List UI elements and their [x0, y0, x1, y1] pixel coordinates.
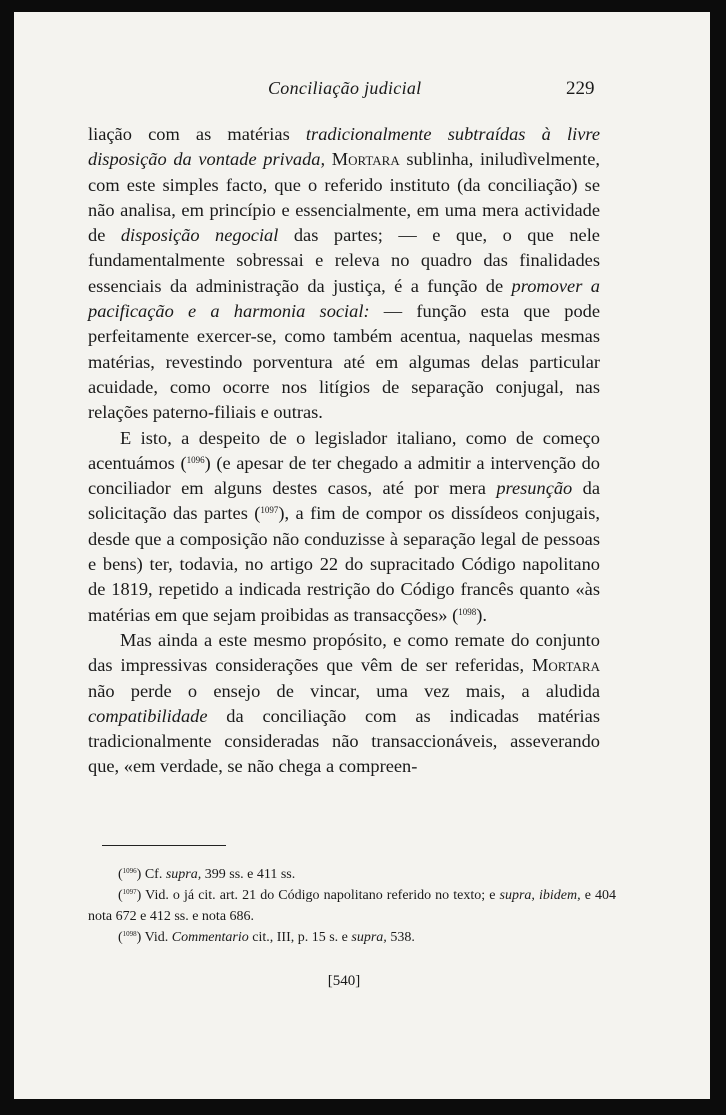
footnotes	[88, 864, 616, 948]
running-title: Conciliação judicial	[268, 78, 422, 98]
italic-run: supra,	[351, 930, 387, 945]
paragraph-2	[88, 426, 600, 628]
text-run: liação com as matérias	[88, 124, 306, 144]
text-run: e 404 nota 672 e 412 ss. e nota 686.	[88, 888, 617, 924]
text-run: cit., III, p. 15 s. e	[248, 930, 352, 945]
text-run: ), a fim de compor os dissídeos conjugais, desde que a composição não conduzisse à separação legal de pessoas e bens) ter, todavia, no artigo 22 do supracitado Código napolitano de 1819, repetido a indicada restrição do Código francês quanto «às matérias em que sejam proibidas as transacções» (	[88, 503, 601, 625]
paragraph-1	[88, 122, 600, 426]
footnote-ref-1097[interactable]: 1097	[260, 505, 279, 516]
page-sheet	[14, 12, 710, 1099]
text-run: da solicitação das partes (	[88, 478, 600, 524]
italic-run: supra, ibidem,	[499, 888, 581, 903]
author-name: Mortara	[325, 149, 400, 170]
body-text	[88, 122, 600, 780]
author-name: Mortara	[532, 655, 600, 676]
text-run: 538.	[386, 930, 415, 945]
footnote-1098: ($^{1098}$) Vid. Commentario cit., III, p. 15 s. e supra, 538.	[118, 930, 415, 945]
text-run: — função esta que pode perfeitamente exercer-se, como também acentua, naquelas mesmas matérias, revestindo porventura até em algumas delas particular acuidade, como ocorre nos litígios de separação conjugal, nas relações paterno-filiais e outras.	[88, 301, 600, 423]
text-run: da conciliação com as indicadas matérias tradicionalmente consideradas não transaccionáveis, asseverando que, «em verdade, se não chega a compreen-	[88, 705, 600, 777]
footnote-number: 1097	[122, 888, 137, 896]
text-run: Cf.	[141, 867, 166, 882]
footnote-1097: ($^{1097}$) Vid. o já cit. art. 21 do Código napolitano referido no texto; e supra, ibidem, e 404 nota 672 e 412 ss. e nota 686.	[88, 888, 617, 924]
page-number: 229	[566, 78, 595, 99]
text-run: das partes; — e que, o que nele fundamentalmente sobressai e releva no quadro das finalidades essenciais da administração da justiça, é a função de	[88, 225, 600, 296]
footnote-rule	[102, 845, 226, 846]
folio-number: [540]	[327, 973, 361, 989]
italic-run: Commentario	[171, 930, 249, 945]
text-run: E isto, a despeito de o legislador italiano, como de começo acentuámos (	[88, 427, 600, 473]
text-run: ) (e apesar de ter chegado a admitir a intervenção do conciliador em alguns destes casos, até por mera	[88, 452, 601, 499]
italic-run: tradicionalmente subtraídas à livre disposição da vontade privada,	[88, 124, 600, 170]
italic-run: compatibilidade	[88, 705, 208, 726]
footnote-1096: ($^{1096}$) Cf. supra, 399 ss. e 411 ss.	[118, 867, 296, 882]
italic-run: disposição negocial	[120, 225, 279, 246]
italic-run: supra,	[165, 867, 202, 882]
text-run: não perde o ensejo de vincar, uma vez mais, a aludida	[88, 680, 600, 701]
footnote-number: 1096	[122, 867, 137, 875]
text-run: sublinha, iniludìvelmente, com este simples facto, que o referido instituto (da conciliação) se não analisa, em princípio e essencialmente, em uma mera actividade de	[88, 149, 600, 246]
footnote-number: 1098	[122, 930, 137, 938]
text-run: Vid. o já cit. art. 21 do Código napolitano referido no texto; e	[141, 888, 500, 903]
italic-run: promover a pacificação e a harmonia social:	[88, 275, 600, 322]
footnote-ref-1096[interactable]: 1096	[186, 454, 205, 465]
footnote-ref-1098[interactable]: 1098	[458, 606, 477, 617]
text-run: Mas ainda a este mesmo propósito, e como remate do conjunto das impressivas considerações que vêm de ser referidas,	[88, 629, 600, 676]
text-run: ).	[476, 604, 487, 625]
text-run: 399 ss. e 411 ss.	[201, 867, 296, 882]
running-head	[14, 78, 710, 108]
italic-run: presunção	[496, 478, 573, 499]
paragraph-3	[88, 628, 600, 780]
text-run: Vid.	[141, 930, 172, 945]
